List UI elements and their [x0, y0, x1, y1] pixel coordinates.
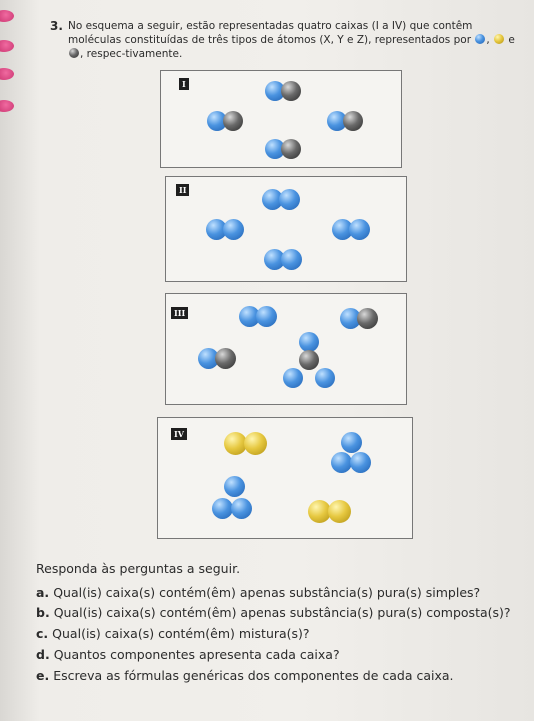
intro-text-2: , respec-tivamente.	[80, 48, 183, 60]
atom-x-icon	[475, 34, 485, 44]
atom-x	[256, 306, 277, 327]
question-intro	[68, 19, 528, 61]
intro-separator-1: ,	[486, 34, 490, 46]
box-1	[160, 70, 402, 168]
atom-y-icon	[494, 34, 504, 44]
intro-text-1: No esquema a seguir, estão representadas quatro caixas (I a IV) que contêm moléculas constituídas de três tipos de átomos (X, Y e Z), representados por	[68, 20, 473, 46]
instruction-text: Responda às perguntas a seguir.	[36, 561, 241, 576]
box-2	[165, 176, 407, 282]
atom-y	[328, 500, 351, 523]
question-number: 3.	[50, 19, 63, 33]
atom-x	[279, 189, 300, 210]
question-letter: b.	[36, 605, 50, 620]
box-4	[157, 417, 413, 539]
question-e	[36, 668, 454, 683]
question-d	[36, 647, 340, 662]
box-label: III	[171, 307, 188, 319]
atom-z	[281, 139, 301, 159]
box-label: I	[179, 78, 189, 90]
atom-z	[299, 350, 319, 370]
question-text: Qual(is) caixa(s) contém(êm) apenas substância(s) pura(s) composta(s)?	[53, 605, 511, 620]
atom-x	[341, 432, 362, 453]
binder-hole	[0, 10, 14, 22]
atom-y	[244, 432, 267, 455]
atom-x	[281, 249, 302, 270]
atom-x	[283, 368, 303, 388]
atom-z-icon	[69, 48, 79, 58]
atom-z	[223, 111, 243, 131]
question-letter: d.	[36, 647, 50, 662]
box-3	[165, 293, 407, 405]
question-letter: e.	[36, 668, 50, 683]
binder-hole	[0, 100, 14, 112]
atom-z	[357, 308, 378, 329]
atom-x	[349, 219, 370, 240]
atom-x	[350, 452, 371, 473]
atom-z	[215, 348, 236, 369]
atom-x	[231, 498, 252, 519]
atom-x	[331, 452, 352, 473]
question-letter: c.	[36, 626, 49, 641]
atom-x	[212, 498, 233, 519]
question-letter: a.	[36, 585, 50, 600]
question-b	[36, 605, 511, 620]
atom-x	[315, 368, 335, 388]
atom-x	[223, 219, 244, 240]
question-c	[36, 626, 310, 641]
atom-z	[281, 81, 301, 101]
atom-z	[343, 111, 363, 131]
box-label: II	[176, 184, 189, 196]
binder-holes	[0, 0, 18, 721]
intro-separator-2: e	[508, 34, 515, 46]
box-label: IV	[171, 428, 187, 440]
atom-x	[299, 332, 319, 352]
question-text: Qual(is) caixa(s) contém(êm) apenas substância(s) pura(s) simples?	[53, 585, 481, 600]
binder-hole	[0, 40, 14, 52]
question-a	[36, 585, 480, 600]
question-text: Qual(is) caixa(s) contém(êm) mistura(s)?	[52, 626, 310, 641]
binder-hole	[0, 68, 14, 80]
question-text: Quantos componentes apresenta cada caixa?	[53, 647, 340, 662]
question-text: Escreva as fórmulas genéricas dos componentes de cada caixa.	[53, 668, 454, 683]
atom-x	[224, 476, 245, 497]
